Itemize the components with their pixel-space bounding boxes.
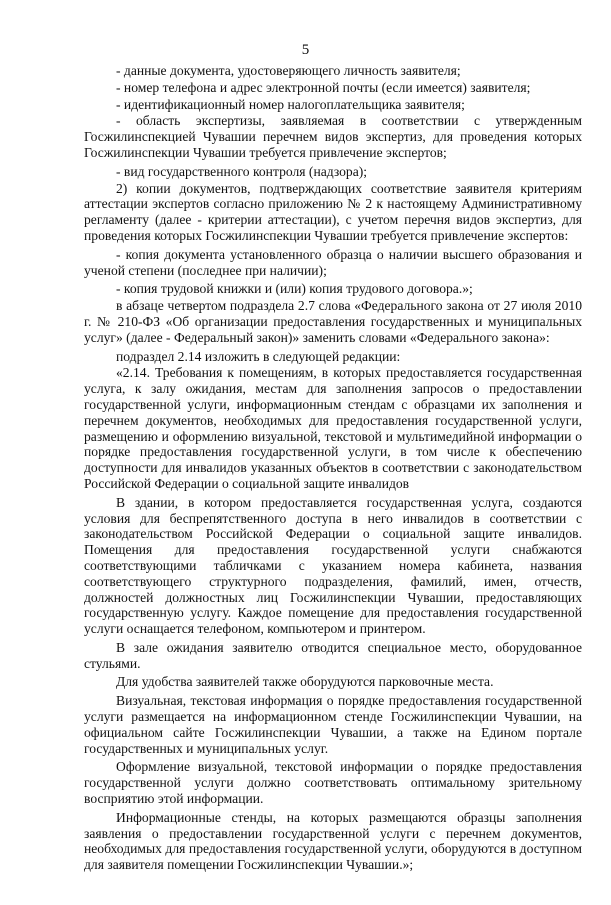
paragraph: - копия документа установленного образца о наличии высшего образования и ученой степени (последнее при наличии); bbox=[84, 246, 582, 278]
paragraph: 2) копии документов, подтверждающих соответствие заявителя критериям аттестации экспертов согласно приложению № 2 к настоящему Административному регламенту (далее - критерии аттестации), с учетом перечня видов экспертиз, для проведения которых Госжилинспекции Чувашии требуется привлечение экспертов: bbox=[84, 180, 582, 243]
paragraph: В зале ожидания заявителю отводится специальное место, оборудованное стульями. bbox=[84, 639, 582, 671]
paragraph: - вид государственного контроля (надзора); bbox=[116, 163, 368, 179]
paragraph: В здании, в котором предоставляется государственная услуга, создаются условия для беспрепятственного доступа в него инвалидов в соответствии с законодательством Российской Федерации о социальной защите инвалидов. Помещения для предоставления государственной услуги снабжаются соответствующими табличками с указанием номера кабинета, названия соответствующего структурного подразделения, фамилий, имен, отчеств, должностей должностных лиц Госжилинспекции Чувашии, предоставляющих государственную услугу. Каждое помещение для предоставления государственной услуги оснащается телефоном, компьютером и принтером. bbox=[84, 494, 582, 637]
paragraph: «2.14. Требования к помещениям, в которых предоставляется государственная услуга, к залу ожидания, местам для заполнения запросов о предоставлении государственной услуги, информационным стендам с образцами их заполнения и перечнем документов, необходимых для предоставления государственной услуги, размещению и оформлению визуальной, текстовой и мультимедийной информации о порядке предоставления государственной услуги, в том числе к обеспечению доступности для инвалидов указанных объектов в соответствии с законодательством Российской Федерации о социальной защите инвалидов bbox=[84, 365, 582, 491]
paragraph: - номер телефона и адрес электронной почты (если имеется) заявителя; bbox=[116, 79, 531, 95]
paragraph: Оформление визуальной, текстовой информации о порядке предоставления государственной услуги должно соответствовать оптимальному зрительному восприятию этой информации. bbox=[84, 759, 582, 807]
paragraph: Для удобства заявителей также оборудуются парковочные места. bbox=[116, 674, 494, 690]
paragraph: - идентификационный номер налогоплательщика заявителя; bbox=[116, 96, 465, 112]
page-number: 5 bbox=[301, 42, 310, 58]
paragraph: - данные документа, удостоверяющего личность заявителя; bbox=[116, 63, 461, 78]
paragraph: - копия трудовой книжки и (или) копия трудового договора.»; bbox=[116, 281, 473, 297]
document-body bbox=[84, 63, 582, 876]
paragraph: подраздел 2.14 изложить в следующей редакции: bbox=[116, 348, 401, 364]
paragraph: - область экспертизы, заявляемая в соответствии с утвержденным Госжилинспекцией Чувашии перечнем видов экспертиз, для проведения которых Госжилинспекции Чувашии требуется привлечение экспертов; bbox=[84, 113, 582, 160]
paragraph: Визуальная, текстовая информация о порядке предоставления государственной услуги размещается на информационном стенде Госжилинспекции Чувашии, на официальном сайте Госжилинспекции Чувашии, а также на Едином портале государственных и муниципальных услуг. bbox=[84, 693, 582, 756]
paragraph: в абзаце четвертом подраздела 2.7 слова «Федерального закона от 27 июля 2010 г. № 210-ФЗ «Об организации предоставления государственных и муниципальных услуг» (далее - Федеральный закон)» заменить словами «Федерального закона»: bbox=[84, 298, 582, 345]
paragraph: Информационные стенды, на которых размещаются образцы заполнения заявления о предоставлении государственной услуги с перечнем документов, необходимых для предоставления государственной услуги, оборудуются в доступном для заявителя помещении Госжилинспекции Чувашии.»; bbox=[84, 809, 582, 873]
